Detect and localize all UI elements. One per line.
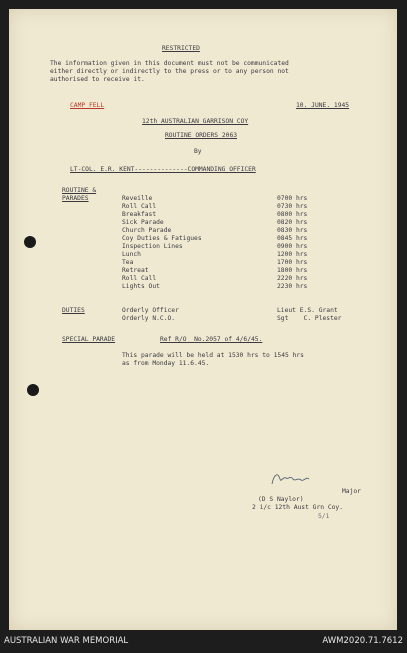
signature-unit: 2 i/c 12th Aust Grn Coy.: [252, 504, 343, 511]
warning-line-3: authorised to receive it.: [50, 76, 145, 83]
duties-heading: DUTIES: [62, 307, 85, 314]
routine-item-time: 0845 hrs: [277, 235, 308, 242]
date: 10. JUNE. 1945: [296, 102, 350, 109]
place: CAMP FELL: [70, 102, 105, 109]
routine-item-time: 0820 hrs: [277, 219, 308, 226]
warning-line-2: either directly or indirectly to the press or to any person not: [50, 68, 289, 75]
routine-item-time: 1200 hrs: [277, 251, 308, 258]
signature-rank: Major: [342, 488, 361, 495]
routine-item-time: 2230 hrs: [277, 283, 308, 290]
routine-item-time: 0830 hrs: [277, 227, 308, 234]
duty-role: Orderly N.C.O.: [122, 315, 176, 322]
unit-title: 12th AUSTRALIAN GARRISON COY: [142, 118, 249, 125]
special-parade-ref: Ref R/O No.2057 of 4/6/45.: [160, 336, 263, 343]
warning-line-1: The information given in this document must not be communicated: [50, 60, 289, 67]
routine-heading-line-1: ROUTINE &: [62, 187, 97, 194]
routine-item-name: Reveille: [122, 195, 153, 202]
document-title: ROUTINE ORDERS 2063: [165, 132, 238, 139]
special-parade-heading: SPECIAL PARADE: [62, 336, 116, 343]
routine-item-name: Roll Call: [122, 203, 157, 210]
routine-item-name: Sick Parade: [122, 219, 164, 226]
routine-item-name: Tea: [122, 259, 134, 266]
special-parade-text-2: as from Monday 11.6.45.: [122, 360, 210, 367]
duty-role: Orderly Officer: [122, 307, 179, 314]
signature-name: (D S Naylor): [258, 496, 304, 503]
punch-hole-bottom: [27, 384, 39, 396]
routine-item-time: 0730 hrs: [277, 203, 308, 210]
routine-item-name: Lunch: [122, 251, 141, 258]
routine-item-name: Inspection Lines: [122, 243, 183, 250]
routine-item-time: 0700 hrs: [277, 195, 308, 202]
by-label: By: [194, 148, 202, 155]
archive-name: AUSTRALIAN WAR MEMORIAL: [4, 636, 129, 646]
routine-item-time: 0900 hrs: [277, 243, 308, 250]
duty-person: Lieut E.S. Grant: [277, 307, 338, 314]
restricted-heading: RESTRICTED: [162, 45, 200, 52]
handwritten-signature: [268, 470, 318, 488]
routine-item-time: 2220 hrs: [277, 275, 308, 282]
routine-item-name: Roll Call: [122, 275, 157, 282]
routine-item-time: 1700 hrs: [277, 259, 308, 266]
commander-line: LT-COL. E.R. KENT--------------COMMANDING OFFICER: [70, 166, 256, 173]
punch-hole-top: [24, 236, 36, 248]
routine-heading-line-2: PARADES: [62, 195, 89, 202]
archive-footer: [0, 630, 407, 653]
routine-item-name: Breakfast: [122, 211, 157, 218]
routine-item-time: 0800 hrs: [277, 211, 308, 218]
duty-person: Sgt C. Plester: [277, 315, 342, 322]
special-parade-text-1: This parade will be held at 1530 hrs to 1545 hrs: [122, 352, 304, 359]
routine-item-name: Coy Duties & Fatigues: [122, 235, 202, 242]
routine-item-name: Retreat: [122, 267, 149, 274]
signature-initials: 5/1: [318, 513, 330, 520]
routine-item-name: Church Parade: [122, 227, 172, 234]
routine-item-time: 1800 hrs: [277, 267, 308, 274]
catalogue-number: AWM2020.71.7612: [322, 636, 403, 646]
routine-item-name: Lights Out: [122, 283, 160, 290]
